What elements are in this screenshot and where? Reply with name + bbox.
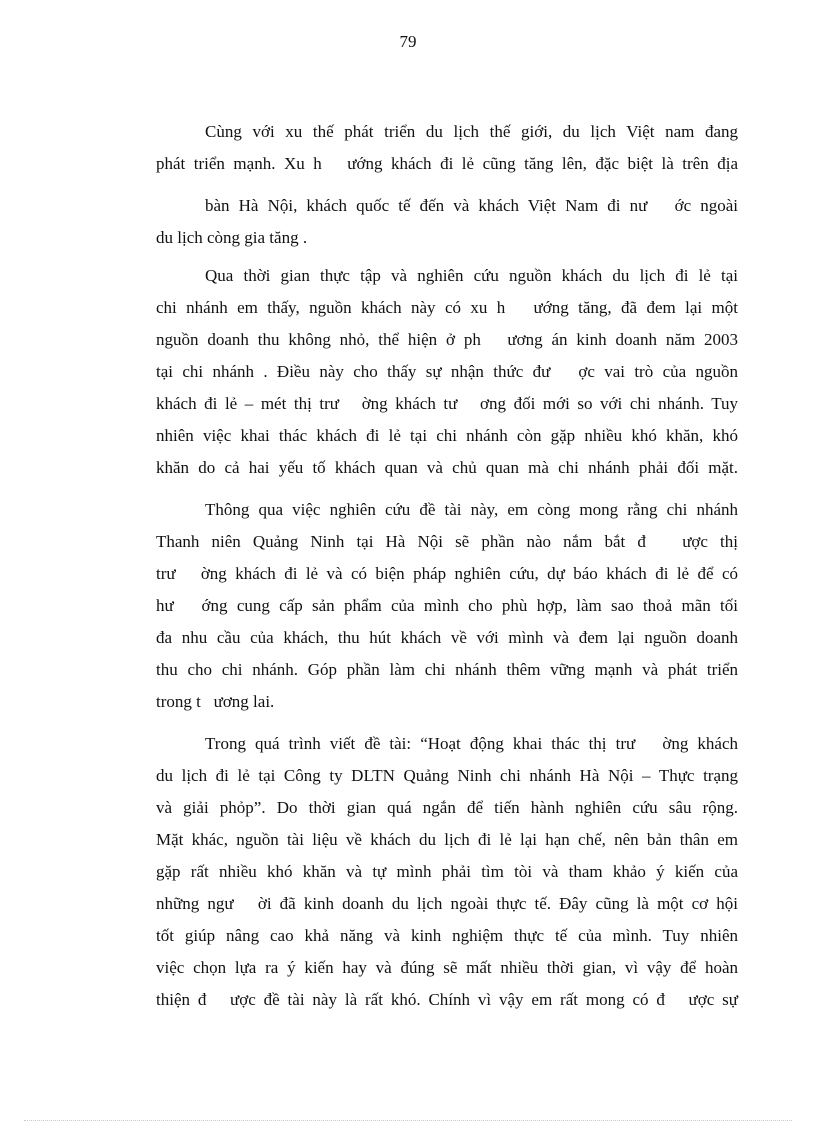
text-line: chi nhánh em thấy, nguồn khách này có xu h ướng tăng, đã đem lại một xyxy=(156,298,738,317)
text-line: Qua thời gian thực tập và nghiên cứu nguồn khách du lịch đi lẻ tại xyxy=(205,266,738,285)
text-line: nhiên việc khai thác khách đi lẻ tại chi nhánh còn gặp nhiều khó khăn, khó xyxy=(156,426,738,445)
text-line: Thông qua việc nghiên cứu đề tài này, em còng mong rằng chi nhánh xyxy=(205,500,738,519)
text-line: Trong quá trình viết đề tài: “Hoạt động khai thác thị trư ờng khách xyxy=(205,734,738,753)
text-line: Mặt khác, nguồn tài liệu về khách du lịch đi lẻ lại hạn chế, nên bản thân em xyxy=(156,830,738,849)
text-line: gặp rất nhiều khó khăn và tự mình phải tìm tòi và tham khảo ý kiến của xyxy=(156,862,738,881)
text-line: hư ớng cung cấp sản phẩm của mình cho phù hợp, làm sao thoả mãn tối xyxy=(156,596,738,615)
text-line: du lịch đi lẻ tại Công ty DLTN Quảng Ninh chi nhánh Hà Nội – Thực trạng xyxy=(156,766,738,785)
text-line: phát triển mạnh. Xu h ướng khách đi lẻ cũng tăng lên, đặc biệt là trên địa xyxy=(156,154,738,173)
text-line: du lịch còng gia tăng . xyxy=(156,228,308,247)
text-line: bàn Hà Nội, khách quốc tế đến và khách Việt Nam đi nư ớc ngoài xyxy=(205,196,738,215)
text-line: trong t ương lai. xyxy=(156,692,275,711)
text-line: việc chọn lựa ra ý kiến hay và đúng sẽ mất nhiều thời gian, vì vậy để hoàn xyxy=(156,958,738,977)
page-bottom-divider xyxy=(24,1120,792,1121)
text-line: và giải phỏp”. Do thời gian quá ngắn để tiến hành nghiên cứu sâu rộng. xyxy=(156,798,738,817)
text-line: đa nhu cầu của khách, thu hút khách về với mình và đem lại nguồn doanh xyxy=(156,628,738,647)
text-line: tại chi nhánh . Điều này cho thấy sự nhận thức đư ợc vai trò của nguồn xyxy=(156,362,738,381)
text-line: tốt giúp nâng cao khả năng và kinh nghiệm thực tế của mình. Tuy nhiên xyxy=(156,926,738,945)
text-line: thiện đ ược đề tài này là rất khó. Chính vì vậy em rất mong có đ ược sự xyxy=(156,990,738,1009)
text-line: trư ờng khách đi lẻ và có biện pháp nghiên cứu, dự báo khách đi lẻ để có xyxy=(156,564,738,583)
page-number: 79 xyxy=(399,32,417,51)
text-line: Cùng với xu thế phát triển du lịch thế giới, du lịch Việt nam đang xyxy=(205,122,738,141)
text-line: những ngư ời đã kinh doanh du lịch ngoài thực tế. Đây cũng là một cơ hội xyxy=(156,894,738,913)
text-line: khăn do cả hai yếu tố khách quan và chủ quan mà chi nhánh phải đối mặt. xyxy=(156,458,738,477)
text-line: thu cho chi nhánh. Góp phần làm chi nhánh thêm vững mạnh và phát triển xyxy=(156,660,738,679)
text-line: nguồn doanh thu không nhỏ, thể hiện ở ph ương án kinh doanh năm 2003 xyxy=(156,330,738,349)
text-line: khách đi lẻ – mét thị trư ờng khách tư ơng đối mới so với chi nhánh. Tuy xyxy=(156,394,738,413)
text-line: Thanh niên Quảng Ninh tại Hà Nội sẽ phần nào nắm bắt đ ược thị xyxy=(156,532,738,551)
